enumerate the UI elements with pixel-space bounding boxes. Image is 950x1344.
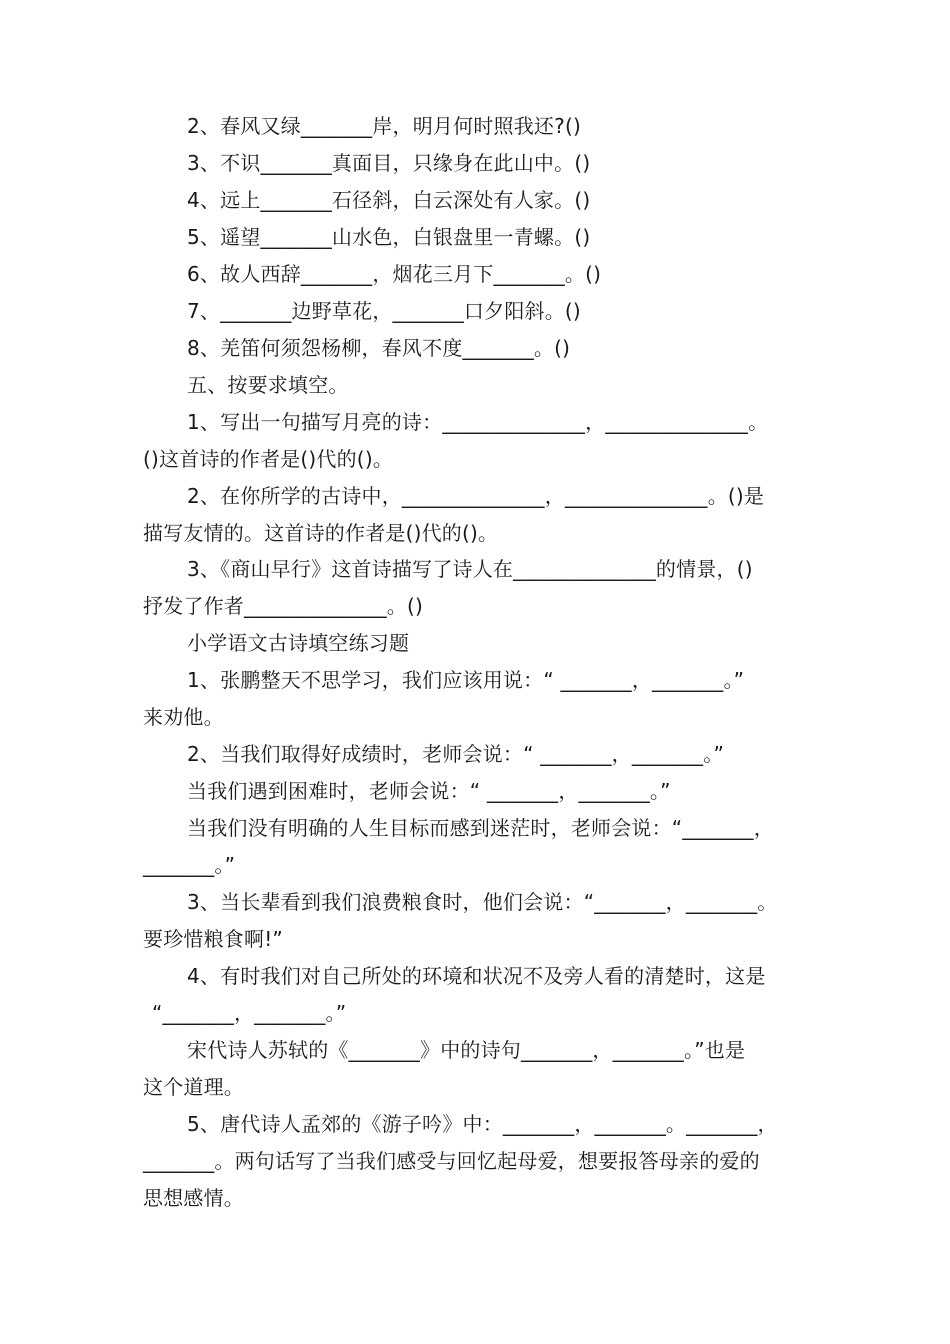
- text-line: 抒发了作者______________。(): [143, 594, 424, 618]
- text-line: 描写友情的。这首诗的作者是()代的()。: [143, 521, 499, 545]
- text-line: 当我们没有明确的人生目标而感到迷茫时，老师会说：“_______，: [187, 816, 774, 840]
- text-line: _______。两句话写了当我们感受与回忆起母爱，想要报答母亲的爱的: [143, 1149, 760, 1173]
- text-line: _______。”: [143, 853, 236, 877]
- text-line: 宋代诗人苏轼的《_______》中的诗句_______，_______。”也是: [187, 1038, 746, 1062]
- text-line: 3、《商山早行》这首诗描写了诗人在______________的情景，(): [187, 557, 753, 581]
- text-line: 1、写出一句描写月亮的诗：______________，______________。: [187, 410, 769, 434]
- text-line: 1、张鹏整天不思学习，我们应该用说：“ _______，_______。”: [187, 668, 745, 692]
- text-line: 3、不识_______真面目，只缘身在此山中。(): [187, 151, 591, 175]
- section-heading: 五、按要求填空。: [187, 373, 349, 397]
- text-line: 3、当长辈看到我们浪费粮食时，他们会说：“_______，_______。: [187, 890, 778, 914]
- text-line: 这个道理。: [143, 1075, 244, 1099]
- text-line: 5、唐代诗人孟郊的《游子吟》中：_______，_______。_______，: [187, 1112, 778, 1136]
- text-line: 2、当我们取得好成绩时，老师会说：“ _______，_______。”: [187, 742, 725, 766]
- text-line: 4、远上_______石径斜，白云深处有人家。(): [187, 188, 591, 212]
- text-line: 思想感情。: [143, 1186, 244, 1210]
- text-line: 7、_______边野草花，_______口夕阳斜。(): [187, 299, 581, 323]
- text-line: 2、春风又绿_______岸，明月何时照我还?(): [187, 114, 581, 138]
- text-line: 4、有时我们对自己所处的环境和状况不及旁人看的清楚时，这是: [187, 964, 766, 988]
- text-line: 8、羌笛何须怨杨柳，春风不度_______。(): [187, 336, 571, 360]
- text-line: 2、在你所学的古诗中，______________，______________。()是: [187, 484, 765, 508]
- section-title: 小学语文古诗填空练习题: [187, 631, 410, 655]
- text-line: 当我们遇到困难时，老师会说：“ _______，_______。”: [187, 779, 671, 803]
- text-line: 来劝他。: [143, 705, 224, 729]
- text-line: 5、遥望_______山水色，白银盘里一青螺。(): [187, 225, 591, 249]
- text-line: 6、故人西辞_______，烟花三月下_______。(): [187, 262, 602, 286]
- text-line: 要珍惜粮食啊!”: [143, 927, 283, 951]
- text-line: ()这首诗的作者是()代的()。: [143, 447, 394, 471]
- text-line: “_______，_______。”: [152, 1001, 347, 1025]
